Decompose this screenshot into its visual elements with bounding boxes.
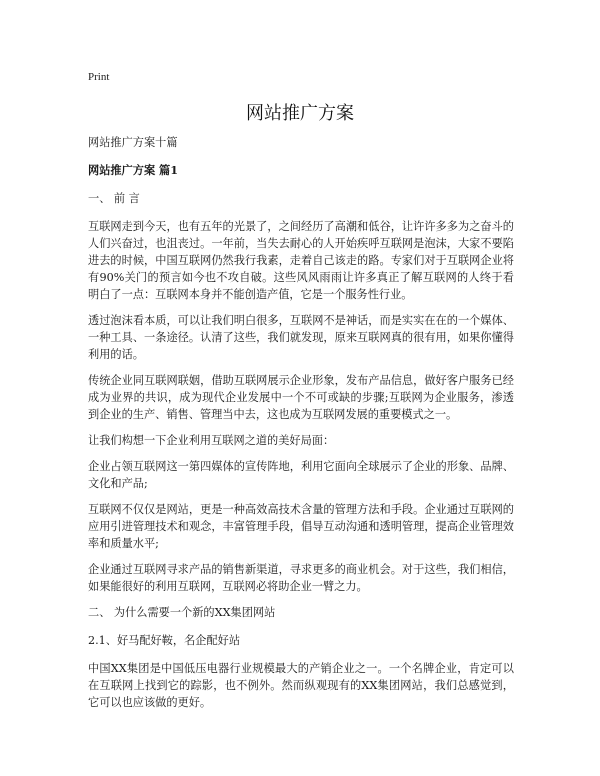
section-title: 网站推广方案 篇1	[88, 163, 178, 177]
paragraph: 中国XX集团是中国低压电器行业规模最大的产销企业之一。一个名牌企业，肯定可以在互联网上找到它的踪影，也不例外。然而纵观现有的XX集团网站，我们总感觉到，它可以也应该做的更好。	[88, 662, 514, 709]
paragraph: 互联网走到今天，也有五年的光景了，之间经历了高潮和低谷，让许许多多为之奋斗的人们兴奋过，也沮丧过。一年前，当失去耐心的人开始疾呼互联网是泡沫，大家不要陷进去的时候，中国互联网仍然我行我素，走着自己该走的路。专家们对于互联网企业将有90%关门的预言如今也不攻自破。这些风风雨雨让许多真正了解互联网的人终于看明白了一点：互联网本身并不能创造产值，它是一个服务性行业。	[88, 220, 514, 301]
heading-why-new-site: 二、 为什么需要一个新的XX集团网站	[88, 606, 276, 619]
print-link[interactable]: Print	[88, 71, 110, 83]
paragraph: 企业占领互联网这一第四媒体的宣传阵地，利用它面向全球展示了企业的形象、品牌、文化和产品;	[88, 460, 514, 490]
heading-2-1: 2.1、好马配好鞍，名企配好站	[88, 634, 241, 647]
page-title: 网站推广方案	[246, 103, 354, 124]
paragraph: 透过泡沫看本质，可以让我们明白很多，互联网不是神话，而是实实在在的一个媒体、一种工具、一条途径。认清了这些，我们就发现，原来互联网真的很有用，如果你懂得利用的话。	[88, 314, 514, 361]
subtitle: 网站推广方案十篇	[88, 136, 178, 149]
heading-intro: 一、 前 言	[88, 192, 140, 205]
paragraph: 传统企业同互联网联姻，借助互联网展示企业形象，发布产品信息，做好客户服务已经成为业界的共识，成为现代企业发展中一个不可或缺的步骤;互联网为企业服务，渗透到企业的生产、销售、管理当中去，这也成为互联网发展的重要模式之一。	[88, 374, 514, 421]
paragraph: 企业通过互联网寻求产品的销售新渠道，寻求更多的商业机会。对于这些，我们相信，如果能很好的利用互联网，互联网必将助企业一臂之力。	[88, 563, 514, 593]
document-body	[88, 134, 514, 720]
paragraph: 让我们构想一下企业利用互联网之道的美好局面：	[88, 434, 335, 447]
paragraph: 互联网不仅仅是网站，更是一种高效高技术含量的管理方法和手段。企业通过互联网的应用引进管理技术和观念，丰富管理手段，倡导互动沟通和透明管理，提高企业管理效率和质量水平;	[88, 503, 514, 550]
